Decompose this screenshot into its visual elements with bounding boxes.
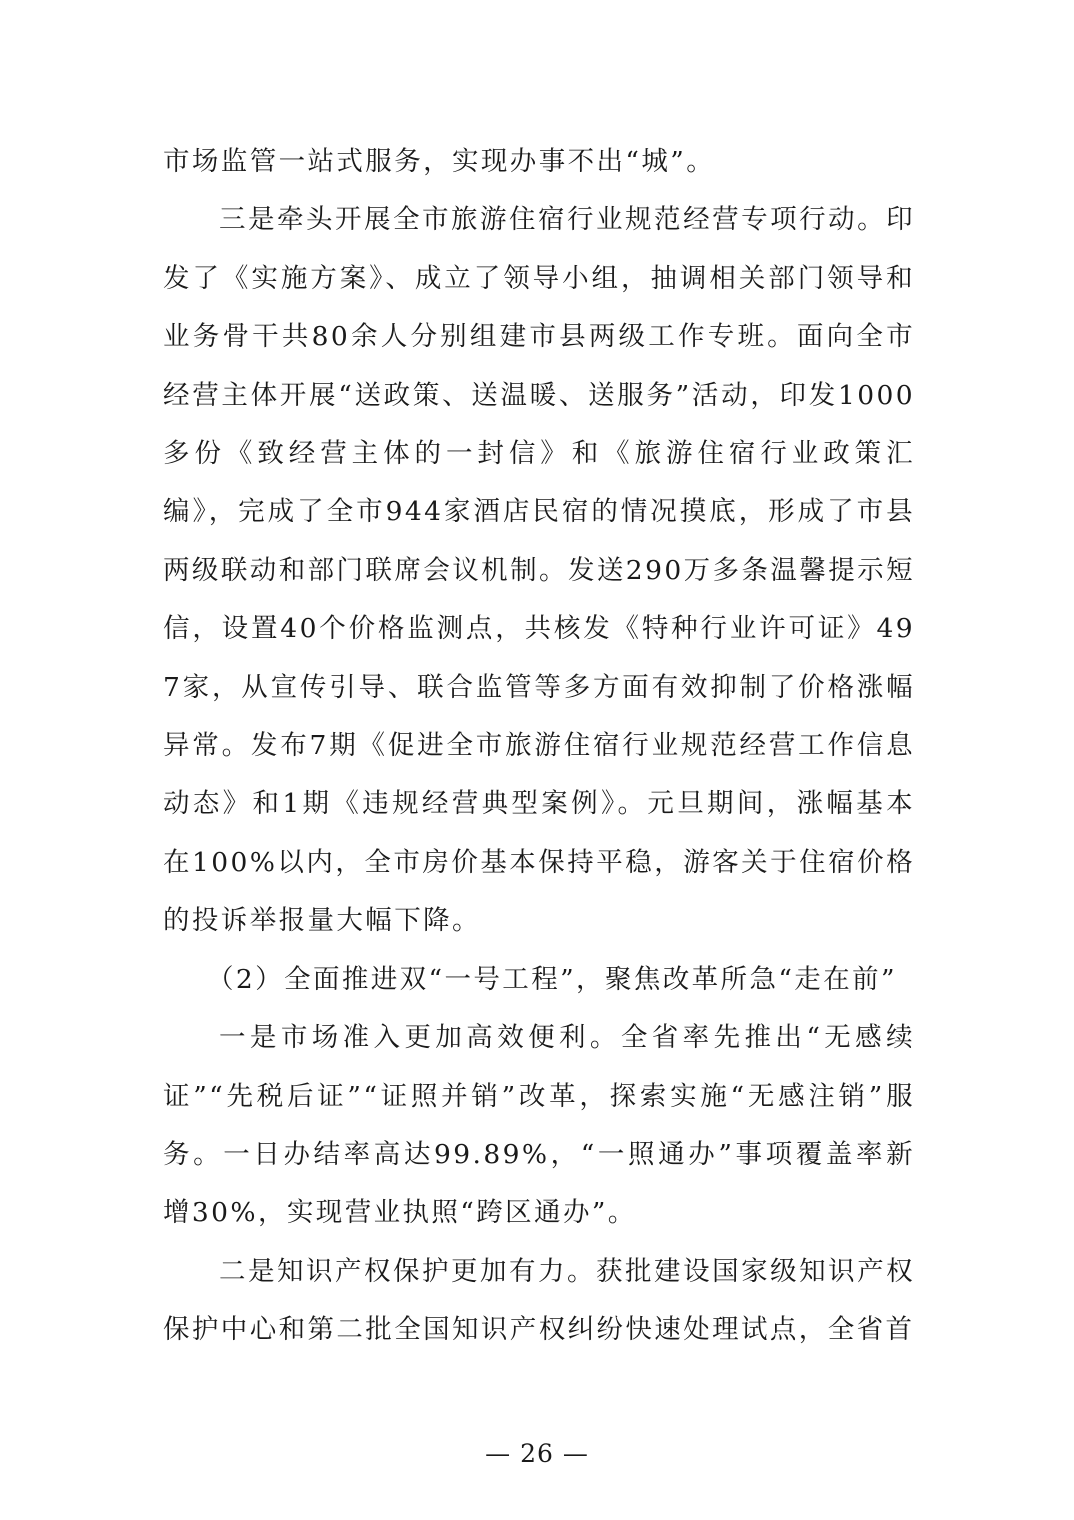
paragraph-tourism-accommodation-action: 三是牵头开展全市旅游住宿行业规范经营专项行动。印发了《实施方案》、成立了领导小组，抽调相关部门领导和业务骨干共80余人分别组建市县两级工作专班。面向全市经营主体开展“送政策、送温暖、送服务”活动，印发1000多份《致经营主体的一封信》和《旅游住宿行业政策汇编》，完成了全市944家酒店民宿的情况摸底，形成了市县两级联动和部门联席会议机制。发送290万多条温馨提示短信，设置40个价格监测点，共核发《特种行业许可证》497家，从宣传引导、联合监管等多方面有效抑制了价格涨幅异常。发布7期《促进全市旅游住宿行业规范经营工作信息动态》和1期《违规经营典型案例》。元旦期间，涨幅基本在100%以内，全市房价基本保持平稳，游客关于住宿价格的投诉举报量大幅下降。 xyxy=(163,204,915,937)
document-body xyxy=(163,133,915,1360)
section-heading: （2）全面推进双“一号工程”，聚焦改革所急“走在前” xyxy=(207,963,897,995)
paragraph-continuation: 市场监管一站式服务，实现办事不出“城”。 xyxy=(163,146,716,177)
page-number: — 26 — xyxy=(485,1439,589,1468)
paragraph-ip-protection: 二是知识产权保护更加有力。获批建设国家级知识产权保护中心和第二批全国知识产权纠纷快速处理试点，全省首 xyxy=(163,1255,915,1346)
paragraph-market-access: 一是市场准入更加高效便利。全省率先推出“无感续证”“先税后证”“证照并销”改革，探索实施“无感注销”服务。一日办结率高达99.89%，“一照通办”事项覆盖率新增30%，实现营业执照“跨区通办”。 xyxy=(163,1022,915,1229)
